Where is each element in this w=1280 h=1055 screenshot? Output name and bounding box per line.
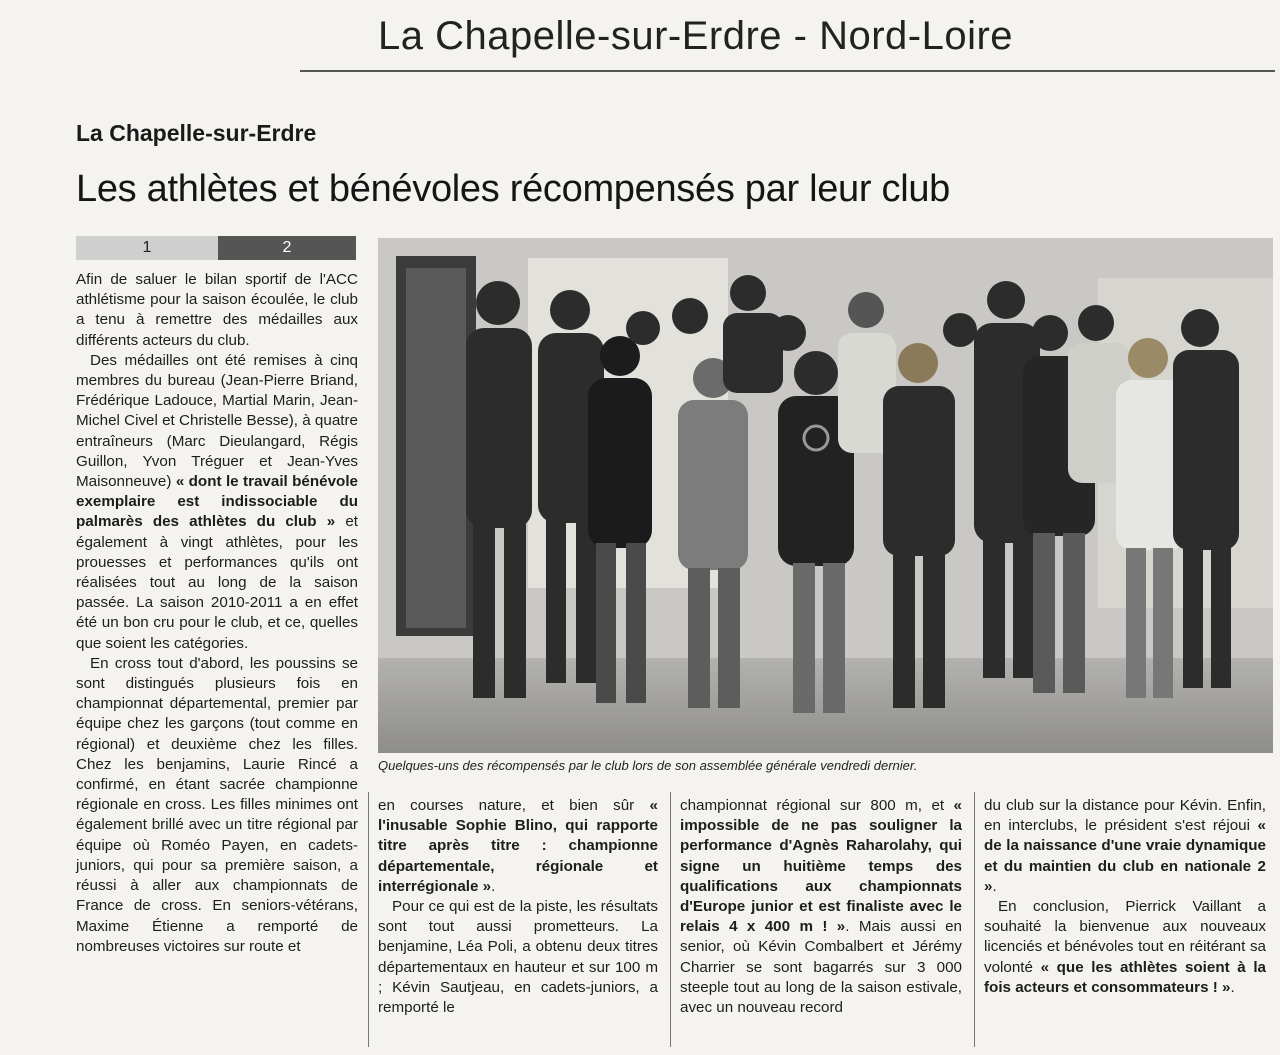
paragraph-interclubs: [984, 796, 1266, 897]
group-photo: [378, 238, 1273, 753]
masthead-rule: [300, 70, 1275, 72]
column-divider: [368, 792, 369, 1047]
medals-quote: « dont le travail bénévole exemplaire est indissociable du palmarès des athlètes du club »: [76, 473, 358, 531]
conclusion-text: En conclusion, Pierrick Vaillant a souhaité la bienvenue aux nouveaux licenciés et bénévoles tout en réitérant sa volonté: [984, 898, 1266, 976]
headline: Les athlètes et bénévoles récompensés par leur club: [76, 168, 951, 210]
article-column-2: [378, 796, 658, 1046]
page-indicator: [76, 236, 356, 260]
interclubs-text: du club sur la distance pour Kévin. Enfin, en interclubs, le président s'est réjoui: [984, 797, 1266, 835]
paragraph-regional: [680, 796, 962, 1018]
interclubs-end: .: [992, 877, 997, 895]
masthead: La Chapelle-sur-Erdre - Nord-Loire: [378, 14, 1014, 58]
paragraph-medals: [76, 351, 358, 654]
regional-quote: « impossible de ne pas souligner la performance d'Agnès Raharolahy, qui signe un huitième temps des qualifications aux championnats d'Europe junior et est finaliste avec le relais 4 x 400 m ! »: [680, 797, 962, 936]
paragraph-conclusion: [984, 897, 1266, 998]
group-photo-icon: [378, 238, 1273, 753]
page-1-tab: 1: [76, 236, 218, 260]
paragraph-intro: Afin de saluer le bilan sportif de l'ACC athlétisme pour la saison écoulée, le club a tenu à remettre des médailles aux différents acteurs du club.: [76, 271, 358, 349]
column-divider: [974, 792, 975, 1047]
interclubs-quote: « de la naissance d'une vraie dynamique et du maintien du club en nationale 2 »: [984, 817, 1266, 895]
medals-text-cont: et également à vingt athlètes, pour les prouesses et performances qu'ils ont réalisées tout au long de la saison passée. La saison 2010-2011 a en effet été un bon cru pour le club, et ce, quelles que soient les catégories.: [76, 513, 358, 652]
photo-caption: Quelques-uns des récompensés par le club lors de son assemblée générale vendredi dernier.: [378, 758, 918, 773]
medals-text: Des médailles ont été remises à cinq membres du bureau (Jean-Pierre Briand, Frédérique Ladouce, Martial Marin, Jean-Michel Civel et Christelle Besse), à quatre entraîneurs (Marc Dieulangard, Régis Guillon, Yvon Tréguer et Jean-Yves Maisonneuve): [76, 351, 358, 491]
column-divider: [670, 792, 671, 1047]
article-column-1: [76, 270, 358, 1045]
paragraph-piste: Pour ce qui est de la piste, les résultats sont tout aussi prometteurs. La benjamine, Léa Poli, a obtenu deux titres départementaux en hauteur et sur 100 m ; Kévin Sautjeau, en cadets-juniors, a remporté le: [378, 898, 658, 1017]
page-2-tab: 2: [218, 236, 356, 260]
article-column-3: [680, 796, 962, 1046]
nature-text: en courses nature, et bien sûr: [378, 797, 635, 814]
paragraph-nature: [378, 796, 658, 897]
conclusion-quote: « que les athlètes soient à la fois acteurs et consommateurs ! »: [984, 958, 1266, 996]
regional-text-cont: . Mais aussi en senior, où Kévin Combalbert et Jérémy Charrier se sont bagarrés sur 3 000 steeple tout au long de la saison estivale, avec un nouveau record: [680, 918, 962, 1017]
paragraph-cross: En cross tout d'abord, les poussins se sont distingués plusieurs fois en championnat départemental, premier par équipe chez les garçons (tout comme en régional) et deuxième chez les filles. Chez les benjamins, Laurie Rincé a confirmé, en étant sacrée championne régionale en cross. Les filles minimes ont également brillé avec un titre régional par équipe où Roméo Payen, en cadets-juniors, qui pour sa première saison, a réussi à aller aux championnats de France de cross. En seniors-vétérans, Maxime Étienne a remporté de nombreuses victoires sur route et: [76, 654, 358, 955]
article-column-4: [984, 796, 1266, 1046]
regional-text: championnat régional sur 800 m, et: [680, 797, 945, 814]
kicker: La Chapelle-sur-Erdre: [76, 120, 317, 146]
nature-quote: « l'inusable Sophie Blino, qui rapporte titre après titre : championne départementale, régionale et interrégionale »: [378, 797, 658, 895]
nature-end: .: [491, 877, 496, 895]
conclusion-end: .: [1230, 978, 1235, 996]
